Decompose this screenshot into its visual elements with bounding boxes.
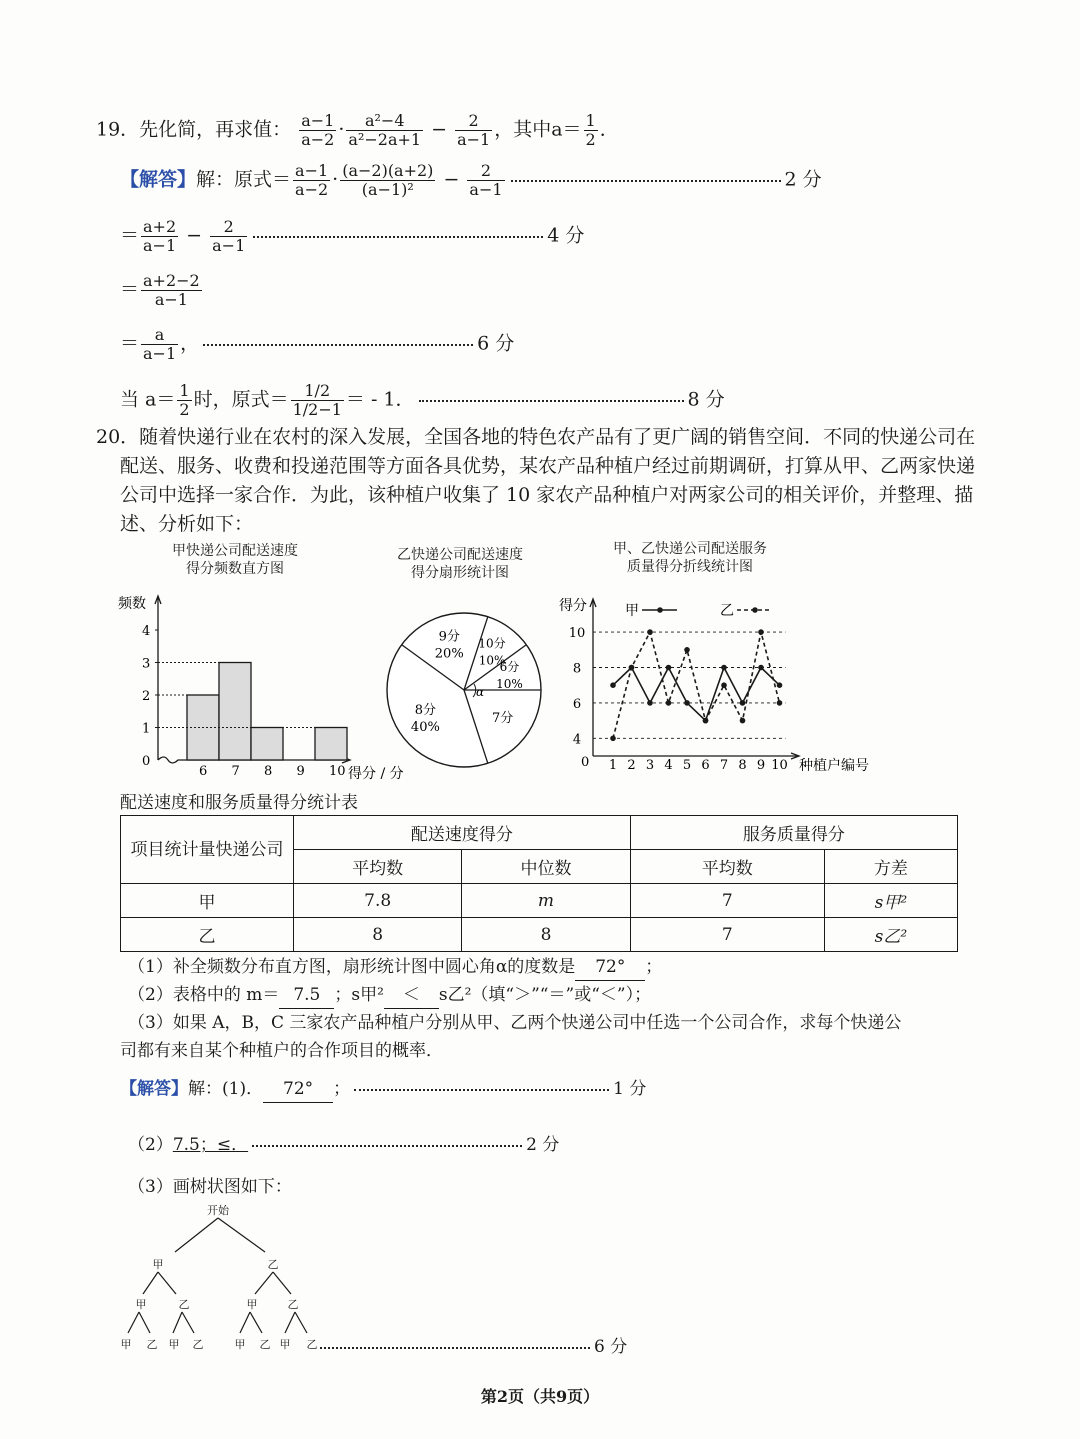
- legend-label: 甲: [625, 603, 639, 619]
- pie-slice-percent: 40%: [410, 720, 440, 736]
- stats-table: [120, 815, 958, 952]
- series-point: [758, 665, 764, 671]
- table-caption: 配送速度和服务质量得分统计表: [120, 793, 358, 813]
- y-tick-label: 1: [142, 721, 151, 737]
- q20-part3-line2: 司都有来自某个种植户的合作项目的概率．: [120, 1041, 443, 1061]
- x-tick-label: 2: [627, 758, 636, 773]
- series-point: [777, 682, 783, 688]
- x-tick-label: 6: [701, 758, 710, 773]
- y-tick-label: 4: [142, 624, 151, 639]
- tree-diagram: [110, 1200, 340, 1360]
- x-tick-label: 5: [682, 758, 692, 773]
- histogram-bar: [219, 663, 251, 761]
- tree-node: 甲: [120, 1338, 132, 1351]
- pie-slice-percent: 20%: [434, 646, 464, 662]
- table-header-mean-speed: 平均数: [294, 850, 462, 884]
- pie-slice-label: 8分: [414, 703, 437, 719]
- q19-score-1: 2 分: [784, 168, 822, 191]
- q20-part3-line1: （3）如果 A，B，C 三家农产品种植户分别从甲、乙两个快递公司中任选一个公司合作，求每个快递公: [128, 1013, 902, 1033]
- series-point: [610, 682, 616, 688]
- line-chart: [555, 590, 895, 780]
- tree-node: 乙: [146, 1338, 158, 1351]
- q19-frac-2: $\frac{\text{a²−4}}{\text{a²−2a+1}}$: [348, 111, 422, 149]
- pie-slice-percent: 10%: [496, 677, 523, 692]
- tree-node: 甲: [234, 1338, 246, 1351]
- pie-slice-percent: 10%: [478, 653, 506, 668]
- y-tick-label: 10: [568, 626, 586, 642]
- alpha-label: α: [476, 685, 485, 699]
- x-tick-label: 9: [296, 764, 305, 779]
- series-point: [758, 629, 764, 635]
- table-header-median: 中位数: [462, 850, 630, 884]
- origin-label: 0: [581, 755, 590, 770]
- tree-node: 乙: [306, 1338, 318, 1351]
- tree-root: 开始: [207, 1204, 229, 1217]
- y-tick-label: 6: [572, 696, 582, 712]
- series-line-yi: [613, 632, 780, 738]
- series-point: [666, 700, 672, 706]
- series-point: [740, 700, 746, 706]
- histogram-title: 甲快递公司配送速度 得分频数直方图: [172, 543, 298, 577]
- series-line-jia: [613, 668, 780, 721]
- histogram-chart: [110, 588, 420, 784]
- q20-score-3: 6 分: [594, 1337, 628, 1357]
- q19-stem-prefix: 19．先化简，再求值：: [96, 118, 292, 141]
- line-chart-title: 甲、乙快递公司配送服务 质量得分折线统计图: [613, 541, 767, 575]
- legend-marker: [657, 607, 663, 613]
- q20-stem-line2: 配送、服务、收费和投递范围等方面各具优势，某农产品种植户经过前期调研，打算从甲、乙两家快递: [120, 455, 976, 477]
- table-row: 乙 8 8 7 s乙²: [121, 918, 958, 952]
- legend-marker: [752, 607, 758, 613]
- q19-solution-step4: ＝ $\frac{a}{a-1}$ ， 6 分: [120, 325, 515, 363]
- histogram-bar: [315, 728, 347, 761]
- tree-node: 乙: [178, 1298, 190, 1311]
- legend-label: 乙: [720, 603, 734, 619]
- series-point: [777, 700, 783, 706]
- pie-slice-label: 6分: [499, 660, 520, 675]
- q20-score-2: 2 分: [526, 1135, 560, 1155]
- q20-answer1: 【解答】解：(1)． 72° ； 1 分: [120, 1076, 646, 1103]
- q19-solution-step1: 【解答】解：原式＝ $\frac{a-1}{a-2}$ · $\frac{(a-2)(a+2)}{\text{(a−1)²}}$ − $\frac{2}{a-1}$ 2 分: [120, 161, 822, 199]
- series-point: [684, 700, 690, 706]
- series-point: [647, 629, 653, 635]
- tree-node: 乙: [287, 1298, 299, 1311]
- pie-slice-label: 9分: [438, 629, 460, 645]
- series-point: [740, 718, 746, 724]
- series-point: [703, 718, 709, 724]
- q20-answer3: （3）画树状图如下：: [128, 1177, 292, 1197]
- q20-part2-blank2: ＜: [384, 982, 439, 1009]
- y-tick-label: 3: [142, 656, 151, 672]
- tree-node: 甲: [168, 1338, 180, 1351]
- x-tick-label: 8: [738, 758, 747, 773]
- q19-solution-step3: ＝ $\frac{a+2-2}{a-1}$: [120, 271, 200, 309]
- y-tick-label: 4: [572, 732, 582, 748]
- table-header-mean-service: 平均数: [630, 850, 824, 884]
- y-axis-label: 频数: [118, 596, 146, 612]
- q20-stem-line1: 20．随着快递行业在农村的深入发展，全国各地的特色农产品有了更广阔的销售空间．不同的快递公司在: [96, 426, 976, 448]
- q19-solution-tag: 【解答】: [120, 168, 197, 191]
- x-axis-label: 种植户编号: [799, 758, 869, 774]
- tree-node: 甲: [279, 1338, 291, 1351]
- series-point: [684, 647, 690, 653]
- x-tick-label: 10: [771, 758, 788, 773]
- q19-score-4: 8 分: [687, 388, 725, 411]
- x-tick-label: 10: [329, 764, 346, 779]
- pie-title: 乙快递公司配送速度 得分扇形统计图: [397, 547, 523, 581]
- q20-part2-blank: 7.5: [279, 982, 334, 1009]
- q20-tree-score-line: [316, 1334, 627, 1360]
- table-corner-cell: 项目统计量快递公司: [121, 816, 294, 884]
- x-tick-label: 7: [719, 758, 729, 773]
- x-axis-label: 得分 / 分: [348, 766, 404, 782]
- q20-score-1: 1 分: [613, 1079, 647, 1099]
- y-axis-label: 得分: [559, 598, 587, 614]
- x-tick-label: 3: [645, 758, 655, 773]
- q20-stem-line3: 公司中选择一家合作．为此，该种植户收集了 10 家农产品种植户对两家公司的相关评价，并整理、描: [120, 484, 974, 506]
- table-group-service: 服务质量得分: [630, 816, 957, 850]
- q19-solution-step2: ＝ $\frac{a+2}{a-1}$ − $\frac{2}{a-1}$ 4 分: [120, 217, 585, 255]
- tree-node: 甲: [246, 1298, 258, 1311]
- table-header-variance: 方差: [824, 850, 957, 884]
- q19-frac-3: $\frac{2}{a-1}$: [457, 111, 491, 149]
- series-point: [629, 665, 635, 671]
- table-row: 甲 7.8 m 7 s甲²: [121, 884, 958, 918]
- tree-node: 乙: [192, 1338, 204, 1351]
- q19-score-2: 4 分: [547, 224, 585, 247]
- table-group-speed: 配送速度得分: [294, 816, 631, 850]
- pie-slice-label: 10分: [478, 636, 506, 651]
- q19-a-value: $\frac{1}{2}$: [585, 111, 596, 149]
- q19-solution-step5: 当 a＝ $\frac{1}{2}$ 时，原式＝ $\frac{1/2}{1/2-1}$ ＝ - 1． 8 分: [120, 381, 725, 419]
- q20-answer-tag: 【解答】: [120, 1079, 188, 1099]
- series-point: [721, 682, 727, 688]
- series-point: [610, 736, 616, 742]
- series-point: [647, 700, 653, 706]
- q19-stem: 19．先化简，再求值： $\frac{a-1}{a-2}$ · $\frac{\text{a²−4}}{\text{a²−2a+1}}$ − $\frac{2}{a-1}$ ，其中a＝ $\frac{1}{2}$ ．: [96, 111, 619, 149]
- q20-stem-line4: 述、分析如下：: [120, 513, 254, 535]
- series-point: [721, 665, 727, 671]
- x-tick-label: 6: [199, 764, 208, 779]
- pie-chart: [380, 606, 550, 776]
- y-tick-label: 8: [572, 661, 582, 677]
- q20-answer2: （2）7.5；≤． 2 分: [128, 1135, 560, 1155]
- q20-part1-blank: 72°: [575, 954, 645, 981]
- x-tick-label: 8: [264, 764, 273, 779]
- tree-node: 甲: [135, 1298, 147, 1311]
- tree-node: 甲: [152, 1258, 164, 1271]
- q19-score-3: 6 分: [477, 332, 515, 355]
- x-tick-label: 4: [664, 758, 673, 773]
- q19-frac-1: $\frac{a-1}{a-2}$: [301, 111, 335, 149]
- histogram-bar: [251, 728, 283, 761]
- q20-part2: （2）表格中的 m＝ 7.5 ；s甲² ＜ s乙²（填“＞”“＝”或“＜”）；: [128, 982, 651, 1009]
- y-tick-label: 2: [142, 689, 151, 704]
- tree-node: 乙: [267, 1258, 279, 1271]
- series-point: [666, 665, 672, 671]
- x-tick-label: 9: [756, 758, 766, 773]
- x-tick-label: 7: [231, 764, 240, 779]
- y-tick-label: 0: [142, 754, 151, 769]
- pie-slice-label: 7分: [491, 711, 514, 727]
- x-tick-label: 1: [608, 758, 618, 773]
- tree-node: 乙: [259, 1338, 271, 1351]
- page-footer: 第2页（共9页）: [480, 1387, 600, 1406]
- q20-part1: （1）补全频数分布直方图，扇形统计图中圆心角α的度数是 72° ；: [128, 954, 662, 981]
